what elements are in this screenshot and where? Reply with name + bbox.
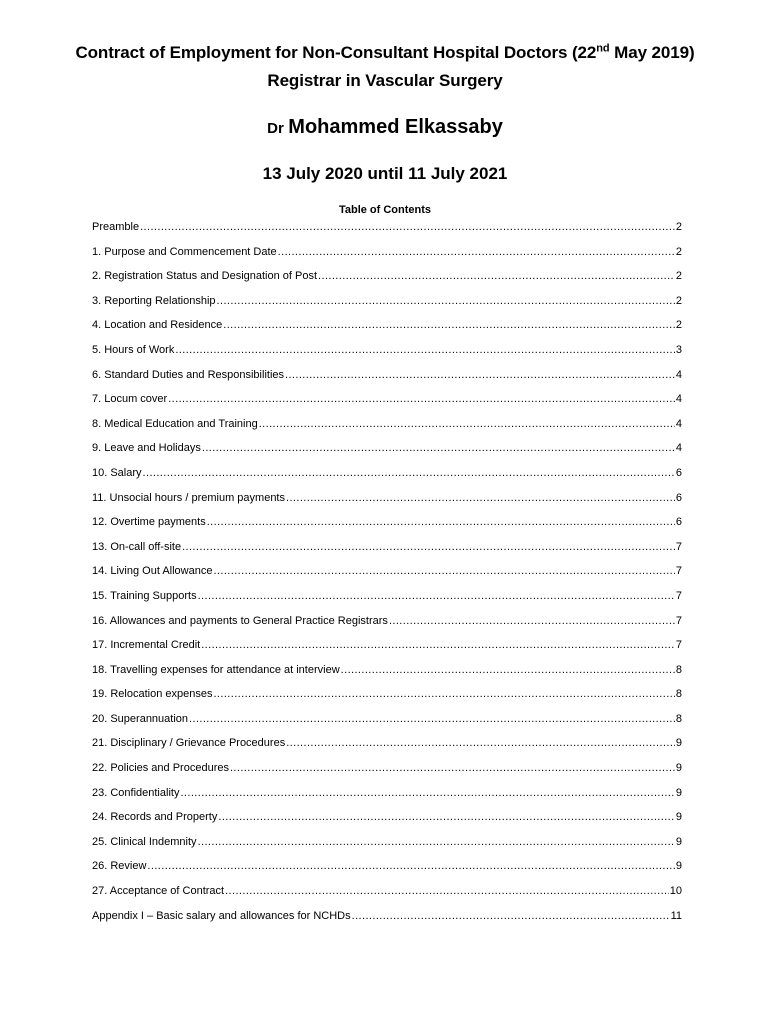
doctor-name: Mohammed Elkassaby [288,116,503,138]
toc-entry-label: 17. Incremental Credit [92,639,201,652]
toc-entry-page-number: 7 [675,565,682,578]
toc-entry[interactable] [92,711,682,736]
toc-dot-leader [230,760,675,777]
toc-entry[interactable] [92,293,682,318]
toc-entry-page-number: 8 [675,712,682,725]
toc-dot-leader [147,858,674,875]
toc-entry[interactable] [92,391,682,416]
toc-dot-leader [352,908,670,925]
toc-dot-leader [318,268,675,285]
toc-entry-page-number: 9 [675,786,682,799]
toc-entry[interactable] [92,367,682,392]
toc-entry[interactable] [92,490,682,515]
toc-dot-leader [223,317,675,334]
toc-entry-page-number: 7 [675,639,682,652]
toc-entry-page-number: 6 [675,466,682,479]
toc-entry-label: 18. Travelling expenses for attendance at interview [92,663,340,676]
toc-dot-leader [278,244,675,261]
toc-entry-page-number: 8 [675,688,682,701]
toc-dot-leader [140,219,675,236]
toc-entry-page-number: 7 [675,540,682,553]
toc-entry[interactable] [92,686,682,711]
toc-dot-leader [218,809,675,826]
toc-entry-page-number: 11 [670,909,682,922]
toc-dot-leader [182,539,675,556]
toc-entry-label: 24. Records and Property [92,811,218,824]
toc-dot-leader [213,563,674,580]
toc-dot-leader [189,711,675,728]
toc-entry-label: 25. Clinical Indemnity [92,835,197,848]
toc-entry-label: 22. Policies and Procedures [92,762,229,775]
toc-entry-page-number: 9 [675,860,682,873]
toc-entry-label: 13. On-call off-site [92,540,182,553]
toc-entry[interactable] [92,317,682,342]
toc-entry[interactable] [92,662,682,687]
toc-dot-leader [225,883,669,900]
toc-dot-leader [259,416,675,433]
toc-entry-page-number: 4 [675,442,682,455]
toc-entry-label: 5. Hours of Work [92,343,175,356]
toc-entry-page-number: 6 [675,491,682,504]
toc-entry-page-number: 9 [675,811,682,824]
toc-entry[interactable] [92,244,682,269]
toc-entry-label: 23. Confidentiality [92,786,180,799]
toc-dot-leader [168,391,675,408]
toc-entry[interactable] [92,588,682,613]
doctor-name-line [0,116,770,139]
toc-entry[interactable] [92,563,682,588]
toc-entry-label: 12. Overtime payments [92,516,206,529]
toc-entry-label: 21. Disciplinary / Grievance Procedures [92,737,286,750]
toc-entry-label: Preamble [92,221,140,233]
toc-entry[interactable] [92,539,682,564]
toc-entry-label: 19. Relocation expenses [92,688,213,701]
toc-entry-label: 11. Unsocial hours / premium payments [92,491,285,504]
toc-dot-leader [143,465,675,482]
toc-entry-label: 4. Location and Residence [92,319,223,332]
toc-entry[interactable] [92,219,682,244]
toc-dot-leader [175,342,675,359]
toc-entry[interactable] [92,908,682,933]
toc-entry[interactable] [92,613,682,638]
toc-entry-page-number: 10 [669,885,682,898]
toc-entry-page-number: 9 [675,762,682,775]
toc-dot-leader [389,613,675,630]
toc-entry-label: 20. Superannuation [92,712,189,725]
toc-entry-page-number: 4 [675,417,682,430]
toc-dot-leader [180,785,674,802]
toc-entry[interactable] [92,342,682,367]
toc-entry[interactable] [92,440,682,465]
toc-dot-leader [198,834,675,851]
document-title-superscript: nd [596,42,610,55]
toc-entry[interactable] [92,268,682,293]
toc-entry-page-number: 7 [675,614,682,627]
toc-entry-page-number: 2 [675,245,682,258]
toc-entry-page-number: 2 [675,319,682,332]
toc-entry-label: 10. Salary [92,466,142,479]
toc-dot-leader [201,637,675,654]
toc-entry[interactable] [92,465,682,490]
toc-entry-page-number: 9 [675,835,682,848]
toc-entry-page-number: 4 [675,368,682,381]
toc-entry-label: 26. Review [92,860,147,873]
toc-entry[interactable] [92,637,682,662]
toc-entry-page-number: 7 [675,589,682,602]
toc-dot-leader [207,514,675,531]
toc-entry-label: Appendix I – Basic salary and allowances for NCHDs [92,909,351,922]
toc-entry-label: 27. Acceptance of Contract [92,885,225,898]
toc-dot-leader [198,588,675,605]
toc-entry[interactable] [92,514,682,539]
toc-dot-leader [213,686,674,703]
toc-entry-page-number: 9 [675,737,682,750]
document-title [0,43,770,63]
toc-entry[interactable] [92,834,682,859]
toc-entry-label: 1. Purpose and Commencement Date [92,245,277,258]
toc-entry-page-number: 3 [675,343,682,356]
toc-entry-page-number: 2 [675,294,682,307]
toc-entry-label: 2. Registration Status and Designation of Post [92,270,318,283]
toc-entry-label: 9. Leave and Holidays [92,442,201,455]
toc-entry[interactable] [92,735,682,760]
name-prefix: Dr [267,120,284,137]
toc-entry[interactable] [92,760,682,785]
document-title-main: Contract of Employment for Non-Consultant Hospital Doctors (22 [75,43,597,62]
toc-entry-label: 6. Standard Duties and Responsibilities [92,368,285,381]
toc-entry-page-number: 2 [675,221,682,233]
toc-entry-label: 3. Reporting Relationship [92,294,216,307]
toc-dot-leader [286,735,675,752]
toc-entry-label: 8. Medical Education and Training [92,417,258,430]
toc-entry[interactable] [92,858,682,883]
toc-entry[interactable] [92,883,682,908]
toc-entry-page-number: 4 [675,393,682,406]
toc-dot-leader [341,662,675,679]
toc-entry-page-number: 6 [675,516,682,529]
document-title-end: May 2019) [609,43,695,62]
toc-entry-label: 16. Allowances and payments to General Practice Registrars [92,614,388,627]
toc-entry-label: 7. Locum cover [92,393,168,406]
toc-entry[interactable] [92,785,682,810]
toc-dot-leader [202,440,675,457]
toc-entry-label: 14. Living Out Allowance [92,565,213,578]
toc-entry[interactable] [92,416,682,441]
toc-entry-page-number: 8 [675,663,682,676]
toc-entry[interactable] [92,809,682,834]
table-of-contents [92,219,682,932]
toc-entry-label: 15. Training Supports [92,589,197,602]
contract-period: 13 July 2020 until 11 July 2021 [262,164,508,183]
toc-dot-leader [286,490,675,507]
document-subtitle: Registrar in Vascular Surgery [267,71,503,90]
toc-entry-page-number: 2 [675,270,682,283]
toc-dot-leader [217,293,675,310]
toc-heading: Table of Contents [338,204,432,216]
toc-dot-leader [285,367,675,384]
